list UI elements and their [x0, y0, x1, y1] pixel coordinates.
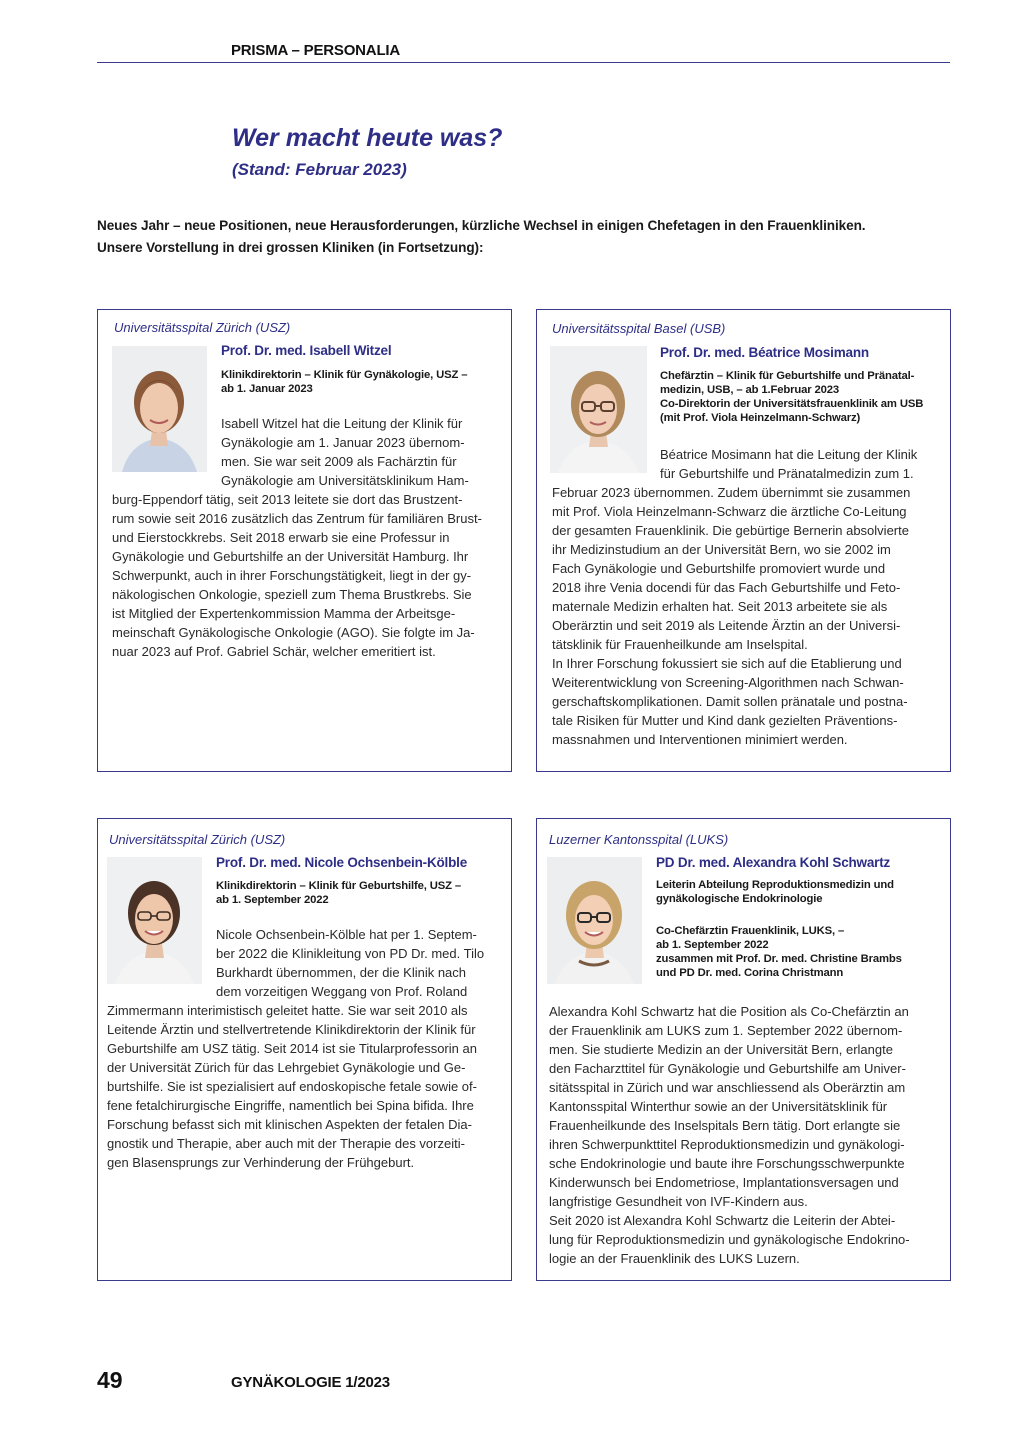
bio-line: Leitende Ärztin und stellvertretende Klinikdirektorin der Klinik für [107, 1022, 476, 1037]
bio-line: 2018 ihre Venia docendi für das Fach Geburtshilfe und Feto- [552, 580, 901, 595]
bio-line: Weiterentwicklung von Screening-Algorithmen nach Schwan- [552, 675, 904, 690]
bio-line: tale Risiken für Mutter und Kind dank gezielten Präventions- [552, 713, 898, 728]
lead-paragraph [97, 215, 957, 259]
bio-line: meinschaft Gynäkologische Onkologie (AGO). Sie folgte im Ja- [112, 625, 475, 640]
portrait-photo [107, 857, 202, 984]
bio-line: gnostik und Therapie, aber auch mit der Therapie des vorzeiti- [107, 1136, 465, 1151]
role-line: Klinikdirektorin – Klinik für Gynäkologie, USZ – [221, 369, 468, 381]
bio-line: ihren Schwerpunkttitel Reproduktionsmedizin und gynäkologi- [549, 1137, 905, 1152]
page-number: 49 [97, 1367, 123, 1393]
clinic-label: Universitätsspital Zürich (USZ) [114, 320, 291, 335]
bio-line: langfristige Gesundheit von IVF-Kindern aus. [549, 1194, 808, 1209]
portrait-photo [547, 857, 642, 984]
person-role [656, 878, 894, 906]
bio-line: ist Mitglied der Expertenkommission Mamma der Arbeitsge- [112, 606, 456, 621]
role-line: Co-Direktorin der Universitätsfrauenklinik am USB [660, 398, 924, 410]
role-line: ab 1. September 2022 [656, 939, 769, 951]
bio-line: burtshilfe. Sie ist spezialisiert auf endoskopische fetale sowie of- [107, 1079, 477, 1094]
person-name: Prof. Dr. med. Béatrice Mosimann [660, 345, 869, 360]
bio-line: massnahmen und Interventionen minimiert werden. [552, 732, 848, 747]
bio-line: sche Endokrinologie und baute ihre Forschungsschwerpunkte [549, 1156, 905, 1171]
bio-line: ber 2022 die Klinikleitung von PD Dr. med. Tilo [216, 946, 485, 961]
person-role-secondary [656, 924, 902, 980]
journal-issue: GYNÄKOLOGIE 1/2023 [231, 1374, 390, 1391]
bio-line: und Eierstockkrebs. Seit 2018 erwarb sie eine Professur in [112, 530, 450, 545]
bio-line: men. Sie war seit 2009 als Fachärztin für [221, 454, 457, 469]
bio-line: Geburtshilfe am USZ tätig. Seit 2014 ist sie Titularprofessorin an [107, 1041, 477, 1056]
bio-line: dem vorzeitigen Weggang von Prof. Roland [216, 984, 468, 999]
bio-line: Nicole Ochsenbein-Kölble hat per 1. Septem- [216, 927, 477, 942]
bio-line: der Universität Zürich für das Lehrgebiet Gynäkologie und Ge- [107, 1060, 466, 1075]
bio-line: rum sowie seit 2016 zusätzlich das Zentrum für familiären Brust- [112, 511, 482, 526]
lead-line: Neues Jahr – neue Positionen, neue Herausforderungen, kürzliche Wechsel in einigen Chefetagen in den Frauenkliniken. [97, 218, 866, 233]
person-name: Prof. Dr. med. Nicole Ochsenbein-Kölble [216, 855, 468, 870]
person-name: Prof. Dr. med. Isabell Witzel [221, 343, 392, 358]
role-line: Chefärztin – Klinik für Geburtshilfe und Pränatal- [660, 370, 915, 382]
bio-line: Fach Gynäkologie und Geburtshilfe promoviert wurde und [552, 561, 886, 576]
bio-line: Gynäkologie am Universitätsklinikum Ham- [221, 473, 469, 488]
bio-line: Gynäkologie und Geburtshilfe an der Universität Hamburg. Ihr [112, 549, 469, 564]
bio-line: Februar 2023 übernommen. Zudem übernimmt sie zusammen [552, 485, 911, 500]
bio-line: Gynäkologie am 1. Januar 2023 übernom- [221, 435, 465, 450]
person-role [216, 879, 461, 907]
bio-line: Oberärztin und seit 2019 als Leitende Ärztin an der Universi- [552, 618, 901, 633]
bio-line: Frauenheilkunde des Inselspitals Bern tätig. Dort erlangte sie [549, 1118, 901, 1133]
bio-line: logie an der Frauenklinik des LUKS Luzern. [549, 1251, 800, 1266]
lead-line: Unsere Vorstellung in drei grossen Kliniken (in Fortsetzung): [97, 240, 484, 255]
bio-line: Zimmermann interimistisch geleitet hatte. Sie war seit 2010 als [107, 1003, 468, 1018]
clinic-label: Universitätsspital Zürich (USZ) [109, 832, 286, 847]
bio-line: Béatrice Mosimann hat die Leitung der Klinik [660, 447, 918, 462]
person-role [660, 369, 923, 425]
role-line: medizin, USB, – ab 1.Februar 2023 [660, 384, 840, 396]
bio-line: maternale Medizin erhalten hat. Seit 2013 arbeitete sie als [552, 599, 888, 614]
bio-line: Alexandra Kohl Schwartz hat die Position als Co-Chefärztin an [549, 1004, 909, 1019]
bio-line: gerschaftskomplikationen. Damit sollen pränatale und postna- [552, 694, 908, 709]
bio-line: ihr Medizinstudium an der Universität Bern, wo sie 2002 im [552, 542, 891, 557]
role-line: zusammen mit Prof. Dr. med. Christine Brambs [656, 953, 902, 965]
bio-line: burg-Eppendorf tätig, seit 2013 leitete sie dort das Brustzent- [112, 492, 463, 507]
header-rule [97, 62, 950, 63]
bio-line: Kantonsspital Winterthur sowie an der Universitätsklinik für [549, 1099, 888, 1114]
role-line: Klinikdirektorin – Klinik für Geburtshilfe, USZ – [216, 880, 461, 892]
role-line: (mit Prof. Viola Heinzelmann-Schwarz) [660, 412, 861, 424]
bio-line: lung für Reproduktionsmedizin und gynäkologische Endokrino- [549, 1232, 910, 1247]
section-header: PRISMA – PERSONALIA [231, 42, 401, 59]
role-line: ab 1. Januar 2023 [221, 383, 313, 395]
role-line: gynäkologische Endokrinologie [656, 893, 823, 905]
bio-line: der gesamten Frauenklinik. Die gebürtige Bernerin absolvierte [552, 523, 909, 538]
bio-line: näkologischen Onkologie, speziell zum Thema Brustkrebs. Sie [112, 587, 472, 602]
bio-line: mit Prof. Viola Heinzelmann-Schwarz die ärztliche Co-Leitung [552, 504, 907, 519]
bio-line: fene fetalchirurgische Eingriffe, namentlich bei Spina bifida. Ihre [107, 1098, 474, 1113]
bio-line: gen Blasensprungs zur Verhinderung der Frühgeburt. [107, 1155, 415, 1170]
bio-line: für Geburtshilfe und Pränatalmedizin zum 1. [660, 466, 914, 481]
bio-line: Burkhardt übernommen, der die Klinik nach [216, 965, 467, 980]
bio-line: men. Sie studierte Medizin an der Universität Bern, erlangte [549, 1042, 893, 1057]
role-line: Co-Chefärztin Frauenklinik, LUKS, – [656, 925, 845, 937]
bio-line: Seit 2020 ist Alexandra Kohl Schwartz die Leiterin der Abtei- [549, 1213, 896, 1228]
clinic-label: Universitätsspital Basel (USB) [552, 321, 726, 336]
role-line: Leiterin Abteilung Reproduktionsmedizin und [656, 879, 894, 891]
bio-line: Isabell Witzel hat die Leitung der Klinik für [221, 416, 463, 431]
person-name: PD Dr. med. Alexandra Kohl Schwartz [656, 855, 891, 870]
person-role [221, 368, 467, 396]
portrait-photo [112, 346, 207, 472]
bio-line: sitätsspital in Zürich und war anschliessend als Oberärztin am [549, 1080, 906, 1095]
bio-line: Forschung befasst sich mit klinischen Aspekten der fetalen Dia- [107, 1117, 472, 1132]
page-subtitle: (Stand: Februar 2023) [232, 160, 407, 179]
bio-line: Kinderwunsch bei Endometriose, Implantationsversagen und [549, 1175, 899, 1190]
bio-line: den Facharzttitel für Gynäkologie und Geburtshilfe am Univer- [549, 1061, 906, 1076]
portrait-photo [550, 346, 647, 473]
page-title: Wer macht heute was? [232, 124, 503, 152]
bio-line: tätsklinik für Frauenheilkunde am Inselspital. [552, 637, 808, 652]
clinic-label: Luzerner Kantonsspital (LUKS) [549, 832, 729, 847]
bio-line: der Frauenklinik am LUKS zum 1. September 2022 übernom- [549, 1023, 903, 1038]
role-line: und PD Dr. med. Corina Christmann [656, 967, 844, 979]
bio-line: Schwerpunkt, auch in ihrer Forschungstätigkeit, liegt in der gy- [112, 568, 472, 583]
role-line: ab 1. September 2022 [216, 894, 329, 906]
bio-line: nuar 2023 auf Prof. Gabriel Schär, welcher emeritiert ist. [112, 644, 436, 659]
bio-line: In Ihrer Forschung fokussiert sie sich auf die Etablierung und [552, 656, 902, 671]
